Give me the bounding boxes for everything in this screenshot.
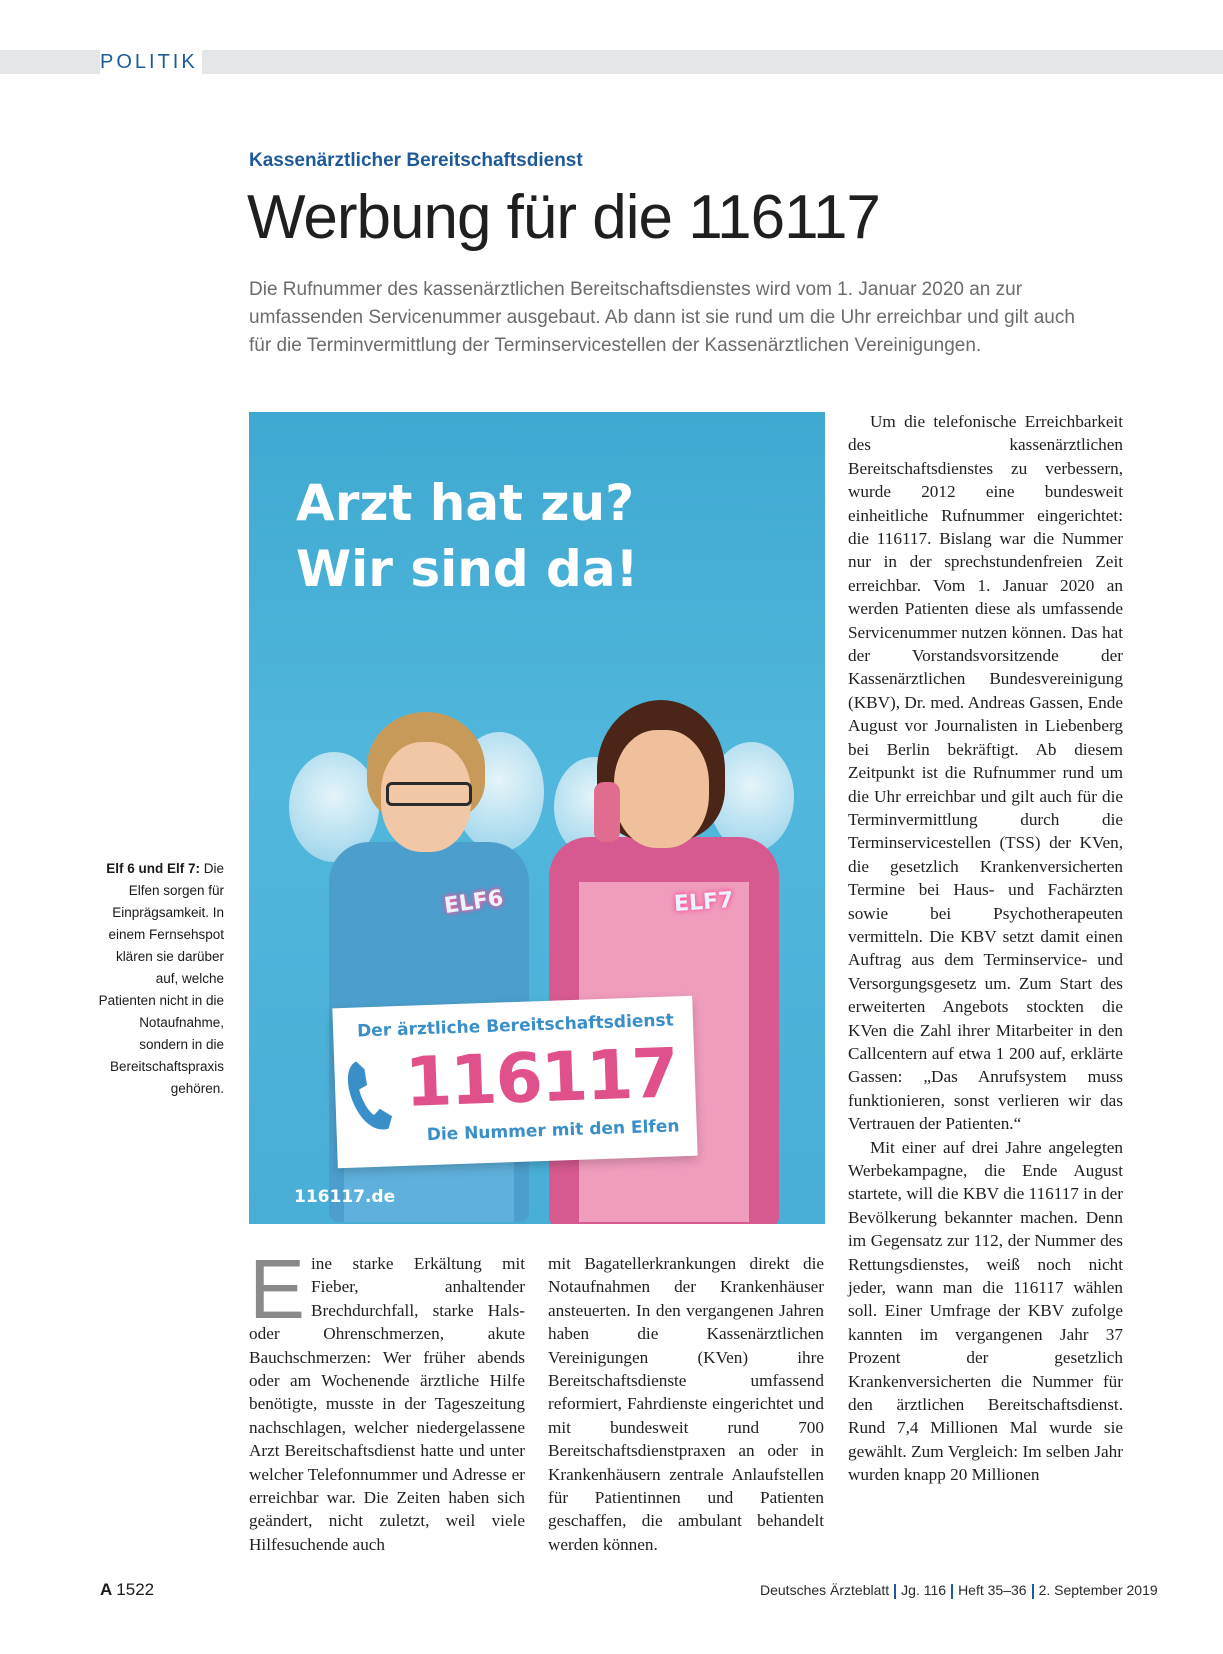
- body-paragraph: Um die telefonische Erreichbarkeit des kassenärztlichen Bereitschaftsdienstes zu verbessern, wurde 2012 eine bundesweit einheitliche Rufnummer eingerichtet: die 116117. Bislang war die Nummer nur in der sprechstundenfreien Zeit erreichbar. Vom 1. Januar 2020 an werden Patienten diese als umfassende Servicenummer nutzen können. Das hat der Vorstandsvorsitzende der Kassenärztlichen Bundesvereinigung (KBV), Dr. med. Andreas Gassen, Ende August vor Journalisten in Liebenberg bei Berlin bekräftigt. Ab diesem Zeitpunkt ist die Rufnummer rund um die Uhr erreichbar und gilt auch für die Terminvermittlung durch die Terminservicestellen (TSS) der KVen, die gesetzlich Krankenversicherten Termine bei Haus- und Fachärzten sowie bei Psychotherapeuten vermitteln. Die KBV setzt damit einen Auftrag aus dem Terminservice- und Versorgungsgesetz um. Zum Start des erweiterten Angebots stockten die KVen die Zahl ihrer Mitarbeiter in den Callcentern auf etwa 1 200 auf, erklärte Gassen: „Das Anrufsystem muss funktionieren, sonst verlieren wir das Vertrauen der Patienten.“: [848, 412, 1123, 1134]
- page-number-value: 1522: [116, 1580, 155, 1599]
- ad-headline-line-2: Wir sind da!: [296, 540, 639, 598]
- body-paragraph: Mit einer auf drei Jahre angelegten Werbekampagne, die Ende August startete, will die KBV die 116117 in der Bevölkerung bekannter machen. Denn im Gegensatz zur 112, der Nummer des Rettungsdienstes, weiß noch nicht jeder, wann man die 116117 wählen soll. Einer Umfrage der KBV zufolge kannten im vergangenen Jahr 37 Prozent der gesetzlich Krankenversicherten die Nummer für den ärztlichen Bereitschaftsdienst. Rund 7,4 Millionen Mal wurde sie gewählt. Zum Vergleich: Im selben Jahr wurden knapp 20 Millionen: [848, 1137, 1123, 1485]
- article-lead: Die Rufnummer des kassenärztlichen Bereitschaftsdienstes wird vom 1. Januar 2020 an zur umfassenden Servicenummer ausgebaut. Ab dann ist sie rund um die Uhr erreichbar und gilt auch für die Terminvermittlung der Terminservicestellen der Kassenärztlichen Vereinigungen.: [249, 279, 1075, 356]
- caption-text: Die Elfen sorgen für Einprägsamkeit. In einem Fernsehspot klären sie darüber auf, welche Patienten nicht in die Notaufnahme, sondern in die Bereitschaftspraxis gehören.: [98, 861, 224, 1096]
- journal-name: Deutsches Ärzteblatt: [760, 1582, 890, 1598]
- section-label: POLITIK: [100, 50, 202, 74]
- telephone-receiver-icon: [594, 782, 620, 842]
- ad-sign: [332, 996, 697, 1168]
- ad-url: 116117.de: [294, 1187, 396, 1207]
- article-title: Werbung für die 116117: [247, 183, 880, 252]
- journal-volume: Jg. 116: [901, 1582, 947, 1598]
- glasses-icon: [386, 782, 472, 806]
- dropcap: E: [249, 1242, 306, 1336]
- badge-elf6: ELF6: [442, 885, 505, 920]
- separator: [951, 1584, 953, 1599]
- badge-elf7: ELF7: [673, 887, 735, 918]
- journal-footer: [760, 1582, 1158, 1599]
- body-column-3: [848, 410, 1123, 1487]
- sign-number: 116117: [403, 1034, 679, 1123]
- separator: [1032, 1584, 1034, 1599]
- ad-headline: [296, 470, 638, 602]
- page-number: [100, 1580, 154, 1600]
- caption-title: Elf 6 und Elf 7:: [106, 861, 200, 876]
- separator: [894, 1584, 896, 1599]
- body-column-2: [548, 1252, 824, 1556]
- sign-subline: Die Nummer mit den Elfen: [426, 1116, 680, 1146]
- body-text-col2: mit Bagatellerkrankungen direkt die Notaufnahmen der Krankenhäuser ansteuerten. In den vergangenen Jahren haben die Kassenärztlichen Vereinigungen (KVen) ihre Bereitschaftsdienste umfassend reformiert, Fahrdienste eingerichtet und mit bundesweit rund 700 Bereitschaftsdienstpraxen an oder in Krankenhäusern zentrale Anlaufstellen für Patientinnen und Patienten geschaffen, die ambulant behandelt werden können.: [548, 1254, 824, 1554]
- phone-icon: [342, 1054, 401, 1136]
- article-kicker: Kassenärztlicher Bereitschaftsdienst: [249, 150, 583, 171]
- body-column-1: [249, 1242, 525, 1556]
- page-prefix: A: [100, 1580, 113, 1599]
- ad-headline-line-1: Arzt hat zu?: [296, 474, 635, 532]
- body-text-col1: ine starke Erkältung mit Fieber, anhaltender Brechdurchfall, starke Hals- oder Ohrenschmerzen, akute Bauchschmerzen: Wer früher abends oder am Wochenende ärztliche Hilfe benötigte, musste in der Tageszeitung nachschlagen, welcher niedergelassene Arzt Bereitschaftsdienst hatte und unter welcher Telefonnummer und Adresse er erreichbar war. Die Zeiten haben sich geändert, nicht zuletzt, weil viele Hilfesuchende auch: [249, 1254, 525, 1554]
- image-caption: [96, 858, 224, 1100]
- sign-tagline: Der ärztliche Bereitschaftsdienst: [356, 1010, 675, 1042]
- journal-date: 2. September 2019: [1038, 1582, 1158, 1598]
- campaign-ad-image: [249, 412, 825, 1224]
- journal-issue: Heft 35–36: [958, 1582, 1027, 1598]
